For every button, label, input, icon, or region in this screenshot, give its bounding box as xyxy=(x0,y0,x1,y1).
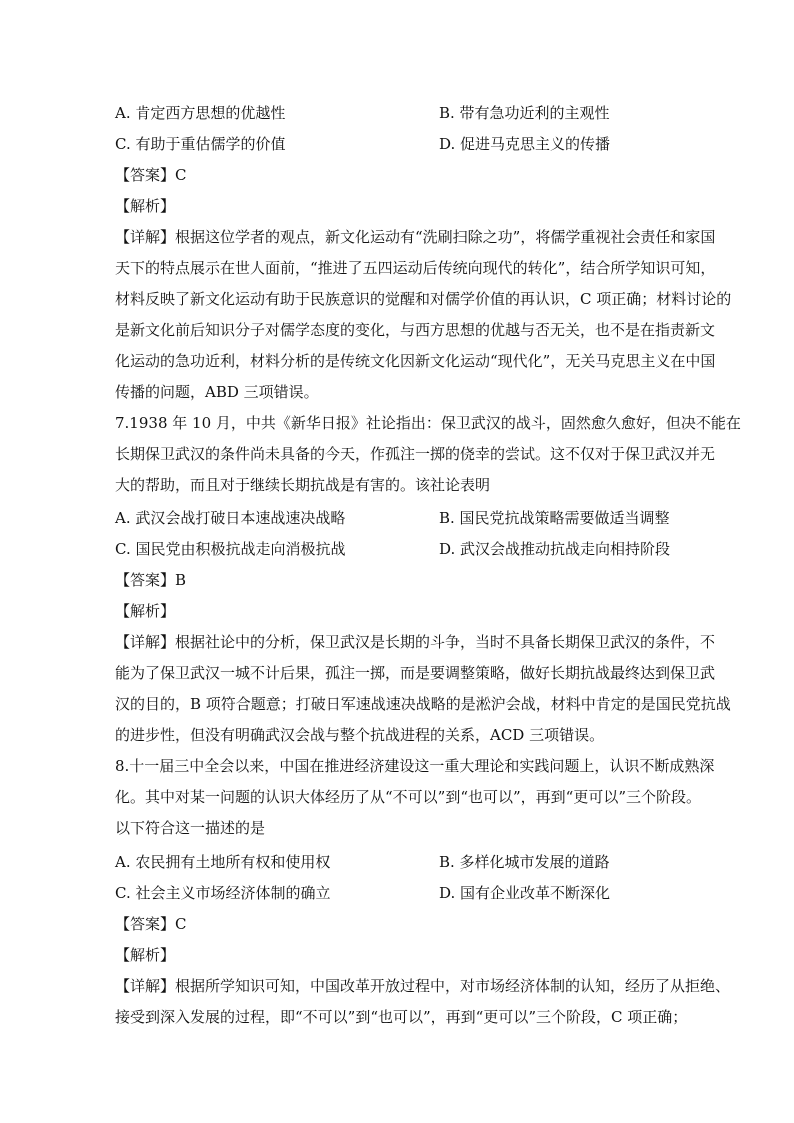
q7-detail-line: 的进步性，但没有明确武汉会战与整个抗战进程的关系，ACD 三项错误。 xyxy=(115,726,605,744)
q8-option-d: D. 国有企业改革不断深化 xyxy=(439,884,611,902)
q7-stem-line: 大的帮助，而且对于继续长期抗战是有害的。该社论表明 xyxy=(115,476,491,494)
q7-stem xyxy=(115,408,741,501)
q6-option-c: C. 有助于重估儒学的价值 xyxy=(115,135,286,153)
q7-stem-line: 长期保卫武汉的条件尚未具备的今天，作孤注一掷的侥幸的尝试。这不仅对于保卫武汉并无 xyxy=(115,445,716,463)
q6-option-a: A. 肯定西方思想的优越性 xyxy=(115,104,286,122)
q7-detail-line: 汉的目的，B 项符合题意；打破日军速战速决战略的是淞沪会战，材料中肯定的是国民党抗战 xyxy=(115,695,731,713)
q8-detail xyxy=(115,971,731,1033)
q6-detail xyxy=(115,222,732,408)
q7-detail-line: 能为了保卫武汉一城不计后果，孤注一掷，而是要调整策略，做好长期抗战最终达到保卫武 xyxy=(115,664,716,682)
q7-option-c: C. 国民党由积极抗战走向消极抗战 xyxy=(115,540,346,558)
q8-detail-line: 接受到深入发展的过程，即“不可以”到“也可以”，再到“更可以”三个阶段，C 项正确； xyxy=(115,1008,688,1026)
q8-answer: 【答案】C xyxy=(115,915,187,933)
q8-stem-line: 8.十一届三中全会以来，中国在推进经济建设这一重大理论和实践问题上，认识不断成熟深 xyxy=(115,757,715,775)
q8-stem xyxy=(115,751,715,844)
q6-detail-line: 化运动的急功近利，材料分析的是传统文化因新文化运动“现代化”，无关马克思主义在中国 xyxy=(115,352,716,370)
q7-option-a: A. 武汉会战打破日本速战速决战略 xyxy=(115,509,346,527)
q7-detail xyxy=(115,627,731,751)
q6-option-b: B. 带有急功近利的主观性 xyxy=(439,104,610,122)
q8-option-a: A. 农民拥有土地所有权和使用权 xyxy=(115,853,331,871)
q8-option-b: B. 多样化城市发展的道路 xyxy=(439,853,610,871)
q6-option-d: D. 促进马克思主义的传播 xyxy=(439,135,611,153)
q7-detail-line: 【详解】根据社论中的分析，保卫武汉是长期的斗争，当时不具备长期保卫武汉的条件，不 xyxy=(115,633,716,651)
q7-analysis-label: 【解析】 xyxy=(115,602,176,620)
q6-detail-line: 传播的问题，ABD 三项错误。 xyxy=(115,383,319,401)
q7-stem-line: 7.1938 年 10 月，中共《新华日报》社论指出：保卫武汉的战斗，固然愈久愈好，但决不能在 xyxy=(115,414,741,432)
q6-detail-line: 【详解】根据这位学者的观点，新文化运动有“洗刷扫除之功”，将儒学重视社会责任和家国 xyxy=(115,228,716,246)
q8-stem-line: 以下符合这一描述的是 xyxy=(115,819,266,837)
q7-option-b: B. 国民党抗战策略需要做适当调整 xyxy=(439,509,670,527)
q6-detail-line: 是新文化前后知识分子对儒学态度的变化，与西方思想的优越与否无关，也不是在指责新文 xyxy=(115,321,716,339)
q8-stem-line: 化。其中对某一问题的认识大体经历了从“不可以”到“也可以”，再到“更可以”三个阶段。 xyxy=(115,788,702,806)
q6-answer: 【答案】C xyxy=(115,166,187,184)
q7-answer: 【答案】B xyxy=(115,571,187,589)
q6-detail-line: 天下的特点展示在世人面前，“推进了五四运动后传统向现代的转化”，结合所学知识可知， xyxy=(115,259,716,277)
q7-option-d: D. 武汉会战推动抗战走向相持阶段 xyxy=(439,540,671,558)
q6-analysis-label: 【解析】 xyxy=(115,197,176,215)
q8-detail-line: 【详解】根据所学知识可知，中国改革开放过程中，对市场经济体制的认知，经历了从拒绝、 xyxy=(115,977,731,995)
q6-detail-line: 材料反映了新文化运动有助于民族意识的觉醒和对儒学价值的再认识，C 项正确；材料讨论的 xyxy=(115,290,732,308)
q8-option-c: C. 社会主义市场经济体制的确立 xyxy=(115,884,331,902)
q8-analysis-label: 【解析】 xyxy=(115,946,176,964)
